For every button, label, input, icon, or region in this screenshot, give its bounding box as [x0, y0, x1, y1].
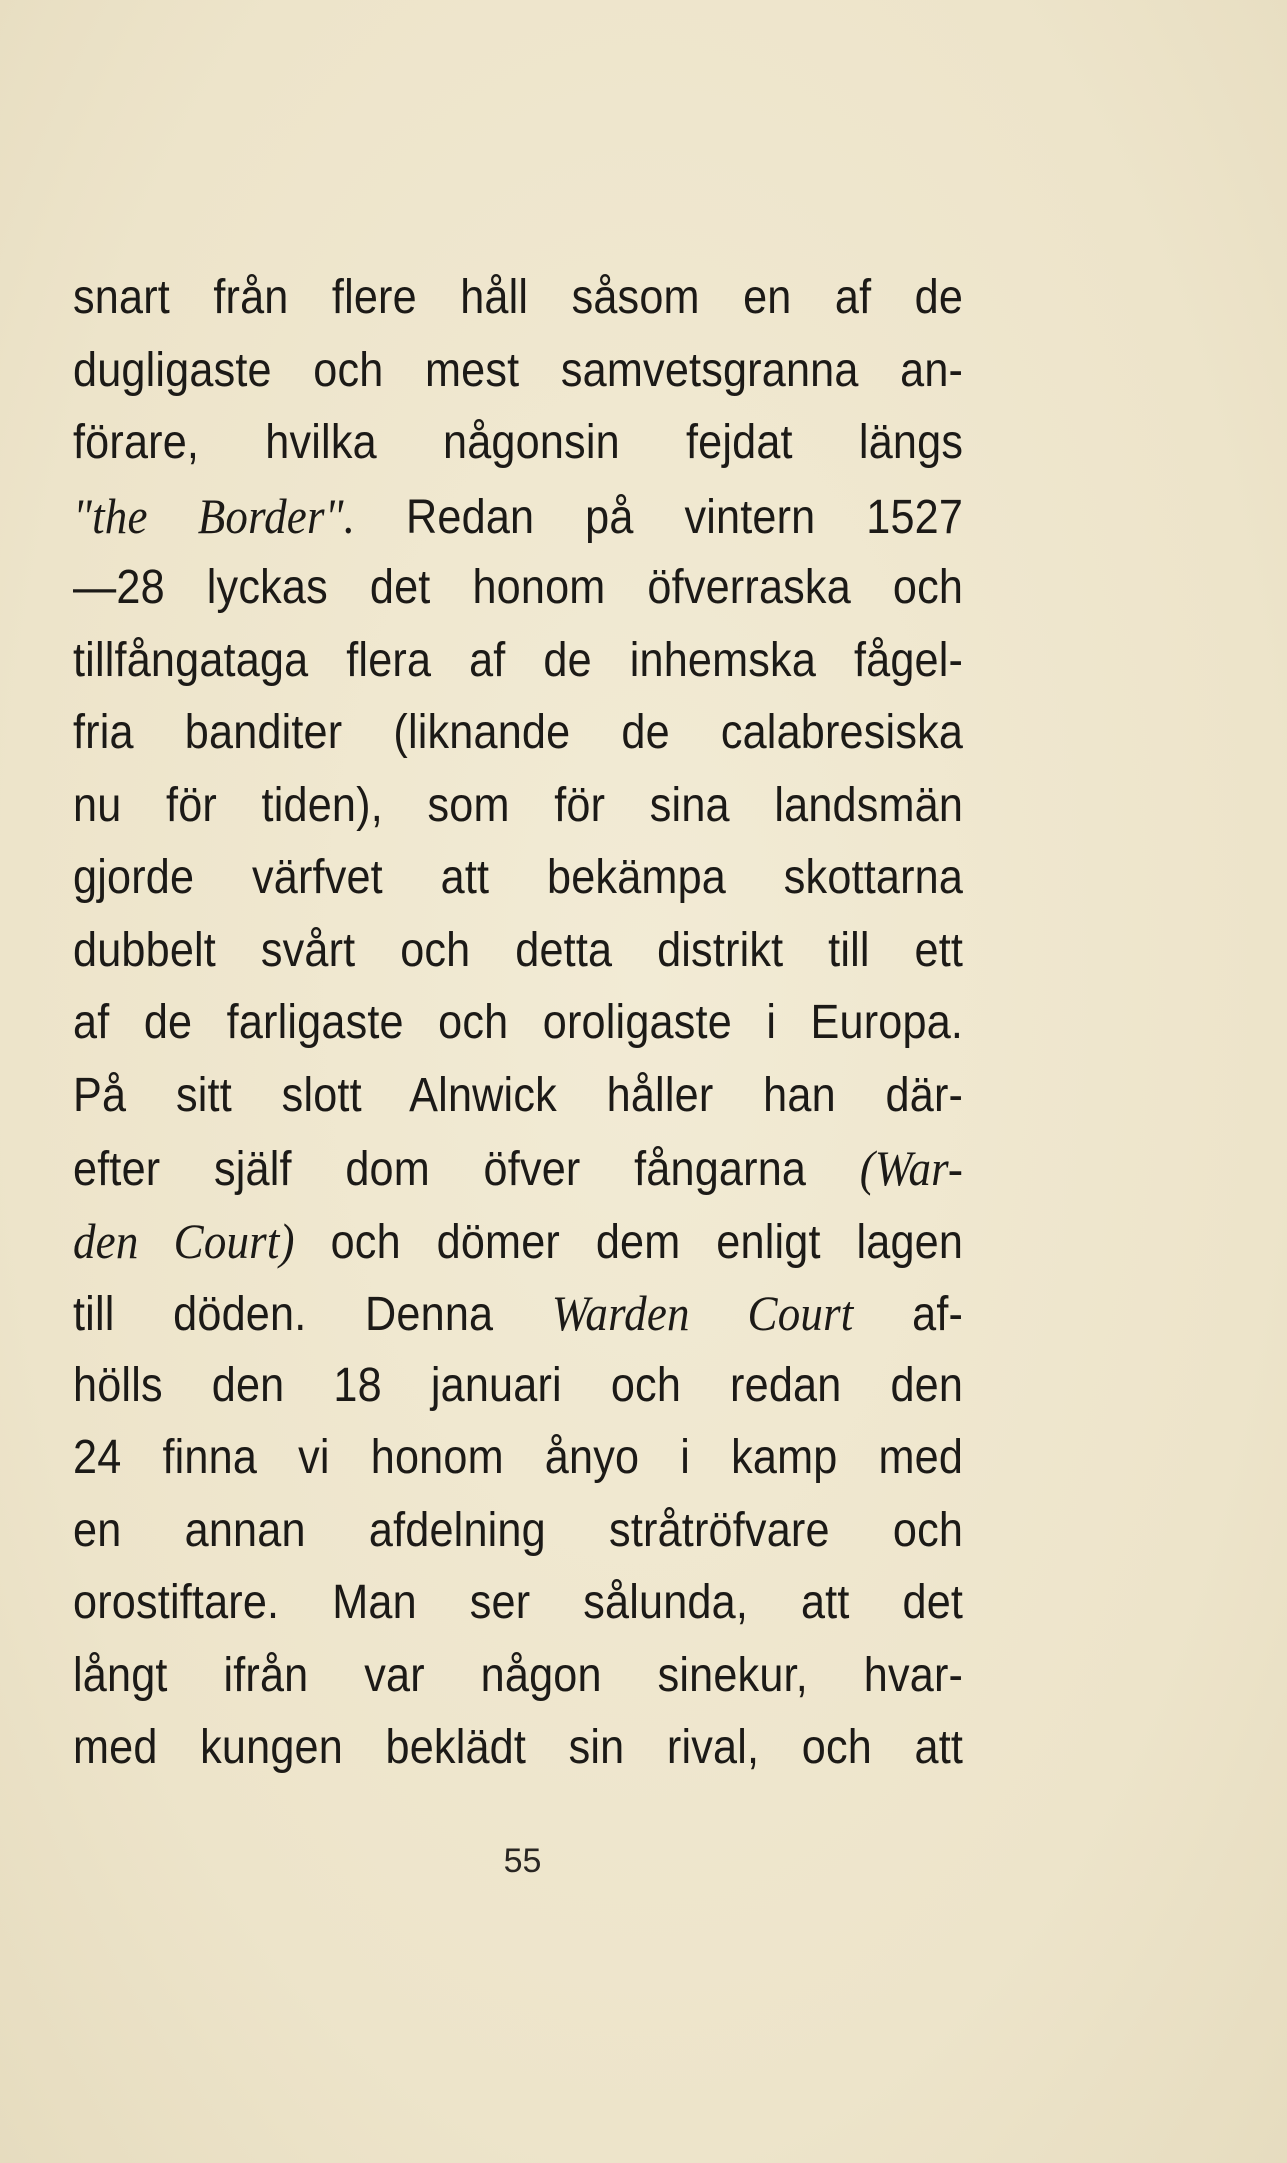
text-span: af- — [853, 1288, 964, 1341]
text-line: snart från flere håll såsom en af de — [73, 271, 964, 324]
text-line: af de farligaste och oroligaste i Europa. — [73, 996, 964, 1049]
text-line: fria banditer (liknande de calabresiska — [73, 706, 964, 759]
text-line: —28 lyckas det honom öfverraska och — [73, 561, 964, 614]
text-line: dubbelt svårt och detta distrikt till ett — [73, 923, 964, 977]
italic-phrase: (War- — [859, 1140, 964, 1196]
text-line: På sitt slott Alnwick håller han där- — [73, 1068, 964, 1122]
text-line — [73, 1205, 963, 1278]
text-span: och dömer dem enligt lagen — [294, 1215, 964, 1269]
text-line: gjorde värfvet att bekämpa skottarna — [73, 851, 964, 904]
italic-phrase: "the Border". — [73, 487, 356, 544]
text-line: hölls den 18 januari och redan den — [73, 1358, 964, 1412]
text-line: en annan afdelning stråtröfvare och — [73, 1503, 964, 1557]
text-span: efter själf dom öfver fångarna — [73, 1143, 860, 1196]
text-line: dugligaste och mest samvetsgranna an- — [73, 343, 964, 397]
text-span: till döden. Denna — [73, 1288, 552, 1341]
text-line: med kungen beklädt sin rival, och att — [73, 1721, 964, 1774]
text-line: orostiftare. Man ser sålunda, att det — [73, 1576, 964, 1629]
text-line: nu för tiden), som för sina landsmän — [73, 778, 964, 832]
text-line: 24 finna vi honom ånyo i kamp med — [73, 1431, 964, 1484]
text-line — [73, 1132, 963, 1205]
page-number: 55 — [503, 1842, 542, 1880]
text-line: förare, hvilka någonsin fejdat längs — [73, 416, 964, 469]
italic-phrase: Warden Court — [551, 1285, 854, 1341]
italic-phrase: den Court) — [73, 1212, 295, 1269]
text-line: tillfångataga flera af de inhemska fågel- — [73, 633, 964, 687]
text-line — [73, 1277, 963, 1350]
text-line — [73, 480, 963, 553]
text-span: Redan på vintern 1527 — [355, 490, 964, 544]
text-line: långt ifrån var någon sinekur, hvar- — [73, 1648, 964, 1702]
body-text — [73, 262, 963, 1785]
